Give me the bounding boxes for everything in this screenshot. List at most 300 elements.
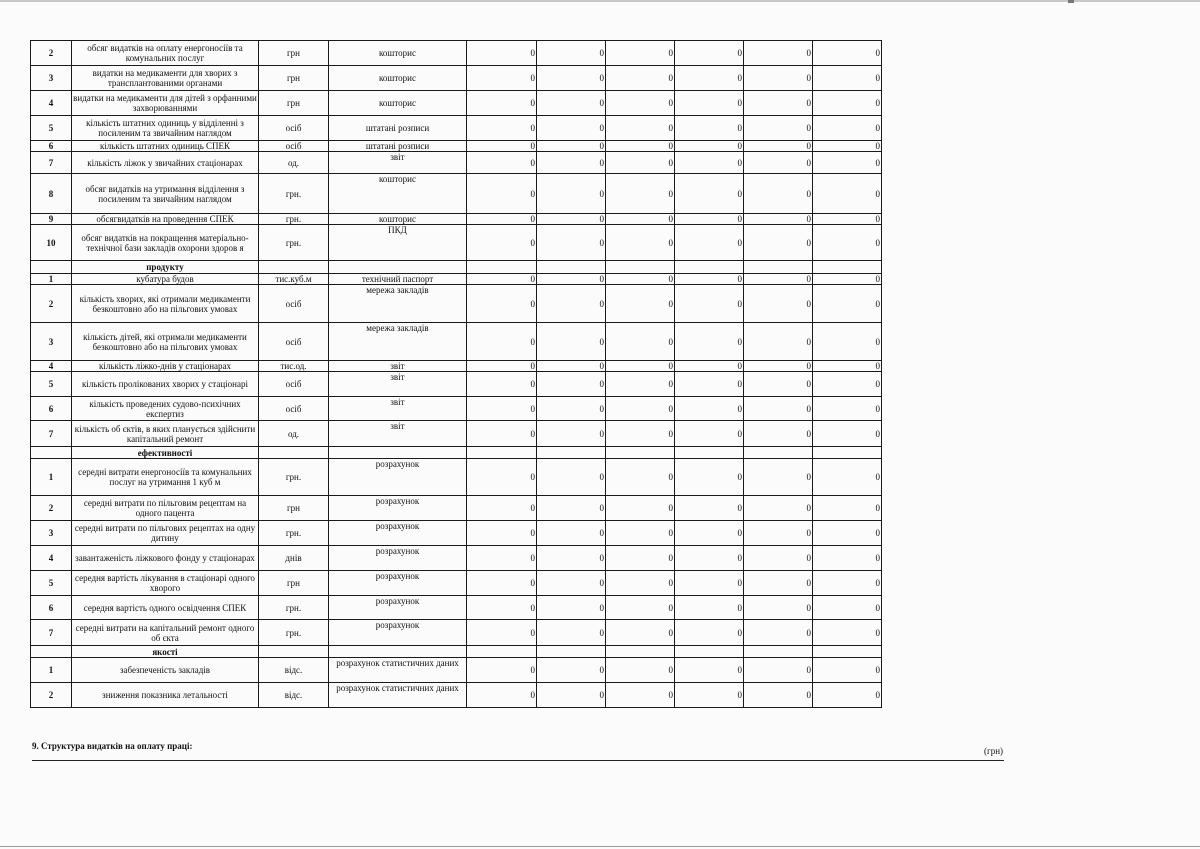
indicator-name-cell: кількість ліжко-днів у стаціонарах [72, 361, 259, 372]
value-cell: 0 [467, 66, 537, 91]
value-cell: 0 [744, 571, 813, 596]
row-number-cell: 1 [31, 658, 72, 683]
value-cell: 0 [813, 620, 882, 646]
source-cell: розрахунок [329, 521, 467, 546]
value-cell: 0 [813, 459, 882, 496]
table-row [31, 323, 882, 361]
empty-cell [813, 447, 882, 459]
table-row [31, 421, 882, 447]
indicator-name-cell: завантаженість ліжкового фонду у стаціонарах [72, 546, 259, 571]
value-cell: 0 [537, 683, 606, 708]
unit-cell: осіб [259, 323, 329, 361]
value-cell: 0 [467, 397, 537, 421]
source-cell: розрахунок [329, 546, 467, 571]
section-header-row [31, 646, 882, 658]
value-cell: 0 [813, 41, 882, 66]
indicator-name-cell: обсяг видатків на утримання відділення з посиленим та звичайним наглядом [72, 174, 259, 214]
value-cell: 0 [675, 152, 744, 174]
value-cell: 0 [467, 41, 537, 66]
row-number-cell: 10 [31, 225, 72, 261]
indicator-name-cell: середні витрати по пільгових рецептах на одну дитину [72, 521, 259, 546]
unit-cell: грн. [259, 225, 329, 261]
value-cell: 0 [537, 116, 606, 141]
unit-cell: грн. [259, 620, 329, 646]
empty-cell [537, 646, 606, 658]
section-header-row [31, 261, 882, 274]
unit-cell: од. [259, 152, 329, 174]
value-cell: 0 [467, 372, 537, 397]
value-cell: 0 [744, 459, 813, 496]
table-row [31, 571, 882, 596]
value-cell: 0 [467, 658, 537, 683]
row-number-cell: 4 [31, 361, 72, 372]
value-cell: 0 [744, 116, 813, 141]
value-cell: 0 [467, 141, 537, 152]
indicators-table [30, 40, 882, 708]
source-cell: розрахунок статистичних даних [329, 683, 467, 708]
source-cell: кошторис [329, 41, 467, 66]
unit-cell: тис.од. [259, 361, 329, 372]
scan-top-mark [1068, 0, 1074, 3]
unit-cell: відс. [259, 683, 329, 708]
value-cell: 0 [537, 141, 606, 152]
indicator-name-cell: обсягвидатків на проведення СПЕК [72, 214, 259, 225]
table-row [31, 683, 882, 708]
value-cell: 0 [537, 571, 606, 596]
value-cell: 0 [744, 323, 813, 361]
table-row [31, 620, 882, 646]
table-row [31, 496, 882, 521]
empty-cell [537, 261, 606, 274]
value-cell: 0 [675, 174, 744, 214]
value-cell: 0 [744, 596, 813, 620]
value-cell: 0 [537, 658, 606, 683]
empty-cell [606, 646, 675, 658]
value-cell: 0 [813, 496, 882, 521]
table-row [31, 274, 882, 285]
source-cell: звіт [329, 361, 467, 372]
value-cell: 0 [467, 421, 537, 447]
unit-cell: од. [259, 421, 329, 447]
empty-cell [329, 646, 467, 658]
empty-cell [537, 447, 606, 459]
empty-cell [744, 447, 813, 459]
unit-cell: осіб [259, 372, 329, 397]
indicator-name-cell: видатки на медикаменти для дітей з орфанними захворюваннями [72, 91, 259, 116]
value-cell: 0 [606, 116, 675, 141]
value-cell: 0 [537, 372, 606, 397]
value-cell: 0 [813, 546, 882, 571]
value-cell: 0 [744, 91, 813, 116]
value-cell: 0 [537, 521, 606, 546]
source-cell: розрахунок статистичних даних [329, 658, 467, 683]
value-cell: 0 [467, 285, 537, 323]
empty-cell [675, 261, 744, 274]
indicator-name-cell: обсяг видатків на покращення матеріально-технічної бази закладів охорони здоров я [72, 225, 259, 261]
source-cell: штатані розписи [329, 141, 467, 152]
unit-cell: грн. [259, 214, 329, 225]
value-cell: 0 [675, 323, 744, 361]
empty-cell [675, 646, 744, 658]
source-cell: ПКД [329, 225, 467, 261]
value-cell: 0 [744, 372, 813, 397]
row-number-cell: 2 [31, 285, 72, 323]
empty-cell [606, 261, 675, 274]
value-cell: 0 [537, 496, 606, 521]
table-row [31, 361, 882, 372]
row-number-cell: 3 [31, 521, 72, 546]
unit-cell: грн [259, 41, 329, 66]
value-cell: 0 [606, 683, 675, 708]
source-cell: мережа закладів [329, 323, 467, 361]
indicator-name-cell: кількість пролікованих хворих у стаціонарі [72, 372, 259, 397]
value-cell: 0 [813, 274, 882, 285]
section-title-cell: ефективності [72, 447, 259, 459]
value-cell: 0 [813, 91, 882, 116]
value-cell: 0 [467, 274, 537, 285]
table-row [31, 66, 882, 91]
value-cell: 0 [675, 658, 744, 683]
source-cell: звіт [329, 372, 467, 397]
value-cell: 0 [606, 66, 675, 91]
value-cell: 0 [675, 546, 744, 571]
value-cell: 0 [813, 214, 882, 225]
section-title-cell: продукту [72, 261, 259, 274]
value-cell: 0 [744, 152, 813, 174]
value-cell: 0 [744, 66, 813, 91]
row-number-cell [31, 646, 72, 658]
value-cell: 0 [537, 41, 606, 66]
row-number-cell: 2 [31, 683, 72, 708]
unit-cell: днів [259, 546, 329, 571]
value-cell: 0 [467, 214, 537, 225]
value-cell: 0 [606, 91, 675, 116]
value-cell: 0 [537, 274, 606, 285]
unit-cell: грн [259, 571, 329, 596]
value-cell: 0 [537, 152, 606, 174]
row-number-cell: 4 [31, 91, 72, 116]
table-row [31, 152, 882, 174]
value-cell: 0 [813, 66, 882, 91]
value-cell: 0 [467, 459, 537, 496]
unit-cell: грн [259, 496, 329, 521]
row-number-cell: 5 [31, 372, 72, 397]
value-cell: 0 [675, 372, 744, 397]
value-cell: 0 [537, 459, 606, 496]
row-number-cell: 9 [31, 214, 72, 225]
unit-cell: відс. [259, 658, 329, 683]
table-row [31, 214, 882, 225]
table-row [31, 397, 882, 421]
value-cell: 0 [537, 66, 606, 91]
value-cell: 0 [537, 361, 606, 372]
value-cell: 0 [675, 421, 744, 447]
section-title-cell: якості [72, 646, 259, 658]
indicator-name-cell: забезпеченість закладів [72, 658, 259, 683]
row-number-cell [31, 261, 72, 274]
indicator-name-cell: кількість дітей, які отримали медикаменти безкоштовно або на пільгових умовах [72, 323, 259, 361]
scan-top-edge [0, 0, 1200, 2]
value-cell: 0 [537, 620, 606, 646]
value-cell: 0 [813, 421, 882, 447]
value-cell: 0 [606, 41, 675, 66]
value-cell: 0 [744, 683, 813, 708]
unit-cell: грн. [259, 596, 329, 620]
indicator-name-cell: обсяг видатків на оплату енергоносіїв та комунальних послуг [72, 41, 259, 66]
indicator-name-cell: середня вартість лікування в стаціонарі одного хворого [72, 571, 259, 596]
table-row [31, 658, 882, 683]
value-cell: 0 [537, 214, 606, 225]
row-number-cell: 8 [31, 174, 72, 214]
value-cell: 0 [675, 496, 744, 521]
value-cell: 0 [744, 421, 813, 447]
value-cell: 0 [675, 91, 744, 116]
table-row [31, 141, 882, 152]
empty-cell [467, 646, 537, 658]
row-number-cell: 6 [31, 596, 72, 620]
value-cell: 0 [675, 571, 744, 596]
empty-cell [606, 447, 675, 459]
row-number-cell: 7 [31, 152, 72, 174]
indicator-name-cell: кількість ліжок у звичайних стаціонарах [72, 152, 259, 174]
empty-cell [329, 261, 467, 274]
value-cell: 0 [813, 225, 882, 261]
value-cell: 0 [813, 361, 882, 372]
value-cell: 0 [675, 459, 744, 496]
value-cell: 0 [467, 596, 537, 620]
indicator-name-cell: кількість штатних одиниць у відділенні з посиленим та звичайним наглядом [72, 116, 259, 141]
empty-cell [259, 261, 329, 274]
value-cell: 0 [744, 141, 813, 152]
value-cell: 0 [467, 496, 537, 521]
value-cell: 0 [606, 521, 675, 546]
row-number-cell: 7 [31, 421, 72, 447]
value-cell: 0 [675, 141, 744, 152]
value-cell: 0 [606, 225, 675, 261]
value-cell: 0 [606, 361, 675, 372]
value-cell: 0 [606, 152, 675, 174]
empty-cell [467, 261, 537, 274]
value-cell: 0 [467, 620, 537, 646]
value-cell: 0 [675, 225, 744, 261]
value-cell: 0 [606, 174, 675, 214]
empty-cell [329, 447, 467, 459]
indicator-name-cell: кількість штатних одиниць СПЕК [72, 141, 259, 152]
scan-bottom-edge [0, 846, 1200, 847]
value-cell: 0 [744, 225, 813, 261]
indicator-name-cell: середня вартість одного освідчення СПЕК [72, 596, 259, 620]
value-cell: 0 [744, 397, 813, 421]
value-cell: 0 [606, 546, 675, 571]
value-cell: 0 [813, 658, 882, 683]
table-row [31, 596, 882, 620]
unit-cell: грн. [259, 521, 329, 546]
value-cell: 0 [675, 521, 744, 546]
value-cell: 0 [813, 285, 882, 323]
source-cell: розрахунок [329, 496, 467, 521]
indicator-name-cell: кількість хворих, які отримали медикаменти безкоштовно або на пільгових умовах [72, 285, 259, 323]
indicator-name-cell: кількість об єктів, в яких планується здійснити капітальний ремонт [72, 421, 259, 447]
value-cell: 0 [813, 596, 882, 620]
table-row [31, 225, 882, 261]
value-cell: 0 [606, 496, 675, 521]
unit-cell: грн [259, 91, 329, 116]
value-cell: 0 [606, 571, 675, 596]
source-cell: штатані розписи [329, 116, 467, 141]
value-cell: 0 [813, 152, 882, 174]
value-cell: 0 [675, 397, 744, 421]
value-cell: 0 [744, 174, 813, 214]
value-cell: 0 [606, 141, 675, 152]
row-number-cell: 1 [31, 459, 72, 496]
indicators-table-body [31, 41, 882, 708]
value-cell: 0 [537, 546, 606, 571]
unit-cell: осіб [259, 285, 329, 323]
source-cell: кошторис [329, 174, 467, 214]
value-cell: 0 [537, 596, 606, 620]
value-cell: 0 [606, 459, 675, 496]
indicator-name-cell: кількість проведених судово-психічних експертиз [72, 397, 259, 421]
indicator-name-cell: зниження показника летальності [72, 683, 259, 708]
source-cell: кошторис [329, 214, 467, 225]
value-cell: 0 [606, 214, 675, 225]
indicator-name-cell: середні витрати по пільговим рецептам на одного пацента [72, 496, 259, 521]
row-number-cell: 7 [31, 620, 72, 646]
value-cell: 0 [675, 683, 744, 708]
table-row [31, 521, 882, 546]
value-cell: 0 [467, 116, 537, 141]
value-cell: 0 [675, 285, 744, 323]
value-cell: 0 [467, 323, 537, 361]
value-cell: 0 [675, 116, 744, 141]
value-cell: 0 [744, 274, 813, 285]
source-cell: розрахунок [329, 620, 467, 646]
source-cell: кошторис [329, 66, 467, 91]
value-cell: 0 [537, 421, 606, 447]
source-cell: звіт [329, 397, 467, 421]
value-cell: 0 [813, 521, 882, 546]
value-cell: 0 [675, 66, 744, 91]
empty-cell [259, 447, 329, 459]
value-cell: 0 [467, 225, 537, 261]
value-cell: 0 [606, 323, 675, 361]
value-cell: 0 [744, 521, 813, 546]
table-row [31, 372, 882, 397]
section-9-underline [32, 760, 1004, 761]
row-number-cell: 3 [31, 323, 72, 361]
value-cell: 0 [744, 285, 813, 323]
row-number-cell: 2 [31, 496, 72, 521]
source-cell: звіт [329, 421, 467, 447]
indicator-name-cell: середні витрати енергоносіїв та комунальних послуг на утримання 1 куб м [72, 459, 259, 496]
value-cell: 0 [467, 571, 537, 596]
value-cell: 0 [537, 285, 606, 323]
unit-cell: осіб [259, 141, 329, 152]
value-cell: 0 [606, 397, 675, 421]
value-cell: 0 [537, 91, 606, 116]
value-cell: 0 [467, 91, 537, 116]
value-cell: 0 [813, 116, 882, 141]
value-cell: 0 [467, 152, 537, 174]
value-cell: 0 [467, 683, 537, 708]
value-cell: 0 [744, 496, 813, 521]
source-cell: кошторис [329, 91, 467, 116]
row-number-cell: 6 [31, 397, 72, 421]
value-cell: 0 [606, 620, 675, 646]
value-cell: 0 [606, 658, 675, 683]
value-cell: 0 [606, 274, 675, 285]
value-cell: 0 [744, 214, 813, 225]
row-number-cell: 4 [31, 546, 72, 571]
row-number-cell: 6 [31, 141, 72, 152]
value-cell: 0 [813, 323, 882, 361]
row-number-cell: 5 [31, 116, 72, 141]
empty-cell [467, 447, 537, 459]
value-cell: 0 [537, 174, 606, 214]
row-number-cell: 5 [31, 571, 72, 596]
row-number-cell [31, 447, 72, 459]
empty-cell [813, 261, 882, 274]
source-cell: розрахунок [329, 596, 467, 620]
value-cell: 0 [813, 141, 882, 152]
unit-cell: грн. [259, 174, 329, 214]
unit-cell: осіб [259, 116, 329, 141]
value-cell: 0 [675, 620, 744, 646]
table-row [31, 459, 882, 496]
unit-cell: грн [259, 66, 329, 91]
value-cell: 0 [467, 521, 537, 546]
value-cell: 0 [467, 546, 537, 571]
empty-cell [813, 646, 882, 658]
value-cell: 0 [813, 372, 882, 397]
indicator-name-cell: видатки на медикаменти для хворих з трансплантованими органами [72, 66, 259, 91]
source-cell: звіт [329, 152, 467, 174]
empty-cell [675, 447, 744, 459]
value-cell: 0 [813, 683, 882, 708]
value-cell: 0 [675, 596, 744, 620]
value-cell: 0 [606, 285, 675, 323]
empty-cell [744, 646, 813, 658]
table-row [31, 546, 882, 571]
value-cell: 0 [813, 397, 882, 421]
table-row [31, 91, 882, 116]
row-number-cell: 3 [31, 66, 72, 91]
table-row [31, 285, 882, 323]
value-cell: 0 [467, 361, 537, 372]
table-row [31, 116, 882, 141]
value-cell: 0 [744, 361, 813, 372]
value-cell: 0 [744, 658, 813, 683]
value-cell: 0 [606, 596, 675, 620]
section-9-title: 9. Структура видатків на оплату праці: [32, 741, 193, 751]
source-cell: розрахунок [329, 459, 467, 496]
table-row [31, 174, 882, 214]
indicator-name-cell: кубатура будов [72, 274, 259, 285]
value-cell: 0 [675, 274, 744, 285]
value-cell: 0 [813, 174, 882, 214]
value-cell: 0 [467, 174, 537, 214]
value-cell: 0 [744, 546, 813, 571]
value-cell: 0 [813, 571, 882, 596]
row-number-cell: 1 [31, 274, 72, 285]
value-cell: 0 [606, 372, 675, 397]
section-9-unit: (грн) [984, 746, 1004, 756]
value-cell: 0 [675, 361, 744, 372]
unit-cell: грн. [259, 459, 329, 496]
section-header-row [31, 447, 882, 459]
value-cell: 0 [606, 421, 675, 447]
empty-cell [259, 646, 329, 658]
